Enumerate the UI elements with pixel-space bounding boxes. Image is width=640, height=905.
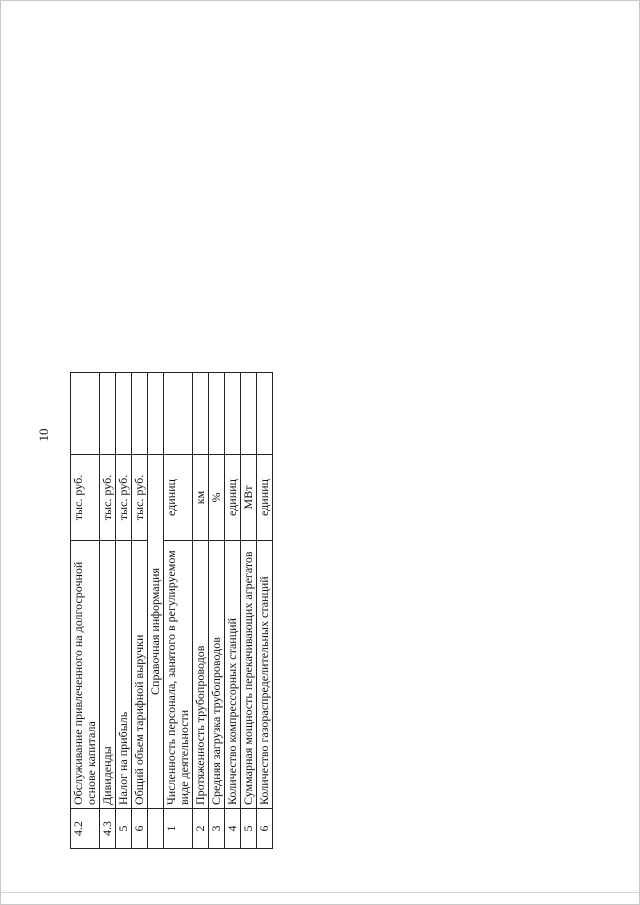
row-value-cell xyxy=(164,373,193,455)
row-name-cell: Численность персонала, занятого в регулируемом виде деятельности xyxy=(164,541,193,809)
row-number-cell: 4.2 xyxy=(71,809,100,849)
section-num-cell xyxy=(148,809,164,849)
row-name-cell: Налог на прибыль xyxy=(116,541,132,809)
table-row xyxy=(132,373,148,849)
row-unit-cell: тыс. руб. xyxy=(132,455,148,541)
row-name-cell: Дивиденды xyxy=(100,541,116,809)
row-number-cell: 6 xyxy=(257,809,273,849)
table-row xyxy=(257,373,273,849)
row-unit-cell: км xyxy=(193,455,209,541)
table-row xyxy=(193,373,209,849)
row-value-cell xyxy=(209,373,225,455)
table-row xyxy=(209,373,225,849)
row-number-cell: 4 xyxy=(225,809,241,849)
row-value-cell xyxy=(132,373,148,455)
row-name-cell: Обслуживание привлеченного на долгосрочной основе капитала xyxy=(71,541,100,809)
row-name-cell: Протяженность трубопроводов xyxy=(193,541,209,809)
row-unit-cell: % xyxy=(209,455,225,541)
row-number-cell: 5 xyxy=(116,809,132,849)
row-number-cell: 4.3 xyxy=(100,809,116,849)
section-value-cell xyxy=(148,373,164,455)
row-value-cell xyxy=(225,373,241,455)
row-number-cell: 3 xyxy=(209,809,225,849)
row-value-cell xyxy=(71,373,100,455)
row-unit-cell: тыс. руб. xyxy=(116,455,132,541)
table-row xyxy=(71,373,100,849)
row-unit-cell: тыс. руб. xyxy=(100,455,116,541)
page-number: 10 xyxy=(36,428,51,442)
row-value-cell xyxy=(193,373,209,455)
data-table xyxy=(70,372,273,849)
row-number-cell: 1 xyxy=(164,809,193,849)
table-row xyxy=(116,373,132,849)
row-number-cell: 5 xyxy=(241,809,257,849)
table-row xyxy=(241,373,257,849)
row-name-cell: Общий объем тарифной выручки xyxy=(132,541,148,809)
row-name-cell: Суммарная мощность перекачивающих агрегатов xyxy=(241,541,257,809)
row-name-cell: Количество компрессорных станций xyxy=(225,541,241,809)
row-value-cell xyxy=(241,373,257,455)
section-row xyxy=(148,373,164,849)
table-body-reference xyxy=(164,373,273,849)
row-unit-cell: тыс. руб. xyxy=(71,455,100,541)
table-body-top xyxy=(71,373,148,849)
table-row xyxy=(100,373,116,849)
row-name-cell: Количество газораспределительных станций xyxy=(257,541,273,809)
row-value-cell xyxy=(116,373,132,455)
row-name-cell: Средняя загрузка трубопроводов xyxy=(209,541,225,809)
rotated-table-container xyxy=(70,373,271,849)
row-value-cell xyxy=(100,373,116,455)
row-number-cell: 2 xyxy=(193,809,209,849)
table-row xyxy=(164,373,193,849)
row-unit-cell: МВт xyxy=(241,455,257,541)
row-number-cell: 6 xyxy=(132,809,148,849)
row-unit-cell: единиц xyxy=(225,455,241,541)
scan-edge-line xyxy=(0,892,640,893)
row-unit-cell: единиц xyxy=(164,455,193,541)
row-value-cell xyxy=(257,373,273,455)
row-unit-cell: единиц xyxy=(257,455,273,541)
section-row-group xyxy=(148,373,164,849)
table-row xyxy=(225,373,241,849)
section-title: Справочная информация xyxy=(148,455,164,809)
